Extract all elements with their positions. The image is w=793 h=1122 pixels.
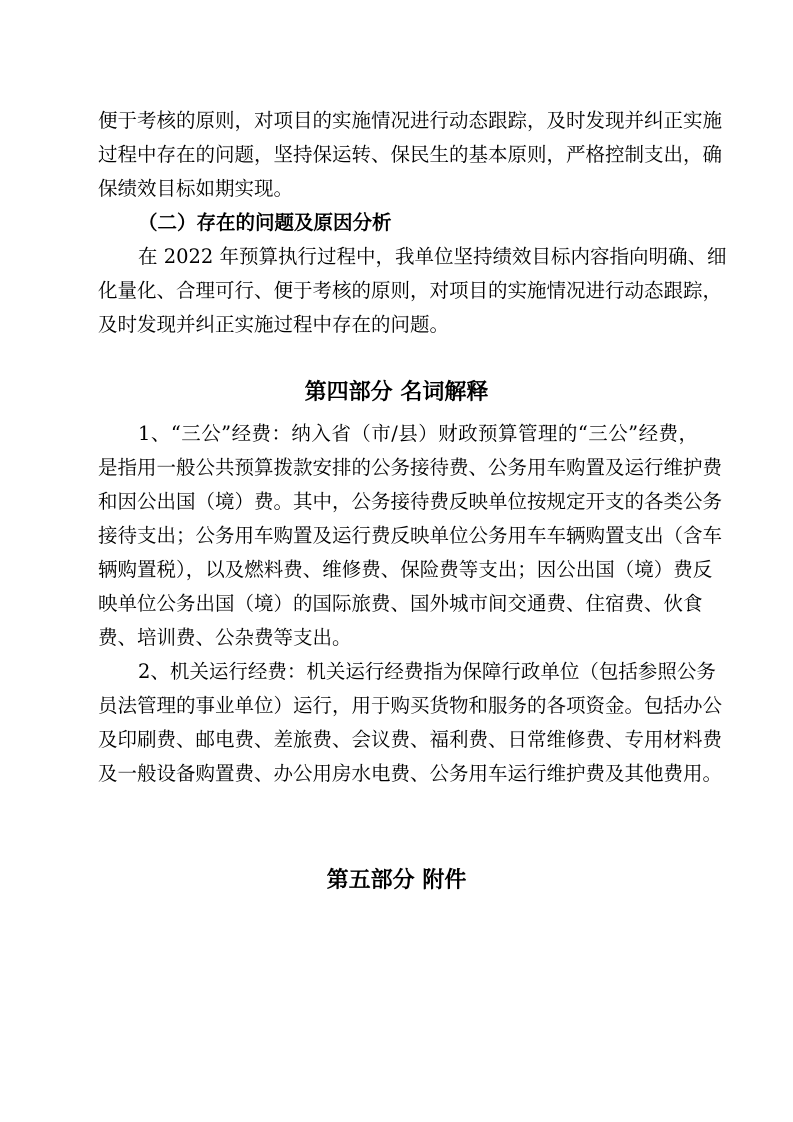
term-line: 及一般设备购置费、办公用房水电费、公务用车运行维护费及其他费用。	[98, 762, 723, 785]
term-line: 辆购置税），以及燃料费、维修费、保险费等支出；因公出国（境）费反	[98, 558, 713, 581]
paragraph-line: 化量化、合理可行、便于考核的原则，对项目的实施情况进行动态跟踪，	[98, 279, 723, 302]
term-line: 2、机关运行经费：机关运行经费指为保障行政单位（包括参照公务	[138, 660, 716, 683]
term-line: 费、培训费、公杂费等支出。	[98, 626, 352, 649]
term-line: 1、“三公”经费：纳入省（市/县）财政预算管理的“三公”经费，	[138, 422, 698, 445]
paragraph-line: 过程中存在的问题，坚持保运转、保民生的基本原则，严格控制支出，确	[98, 143, 723, 166]
term-line: 员法管理的事业单位）运行，用于购买货物和服务的各项资金。包括办公	[98, 694, 723, 717]
paragraph-line: 便于考核的原则，对项目的实施情况进行动态跟踪，及时发现并纠正实施	[98, 109, 723, 132]
term-line: 接待支出；公务用车购置及运行费反映单位公务用车车辆购置支出（含车	[98, 524, 723, 547]
part-four-title: 第四部分 名词解释	[304, 380, 489, 405]
term-line: 映单位公务出国（境）的国际旅费、国外城市间交通费、住宿费、伙食	[98, 592, 703, 615]
part-five-title: 第五部分 附件	[326, 868, 467, 893]
section-subheading: （二）存在的问题及原因分析	[138, 211, 392, 234]
paragraph-line: 在 2022 年预算执行过程中，我单位坚持绩效目标内容指向明确、细	[138, 245, 727, 268]
paragraph-line: 保绩效目标如期实现。	[98, 177, 294, 200]
term-line: 和因公出国（境）费。其中，公务接待费反映单位按规定开支的各类公务	[98, 490, 723, 513]
term-line: 及印刷费、邮电费、差旅费、会议费、福利费、日常维修费、专用材料费	[98, 728, 723, 751]
paragraph-line: 及时发现并纠正实施过程中存在的问题。	[98, 313, 450, 336]
term-line: 是指用一般公共预算拨款安排的公务接待费、公务用车购置及运行维护费	[98, 456, 723, 479]
